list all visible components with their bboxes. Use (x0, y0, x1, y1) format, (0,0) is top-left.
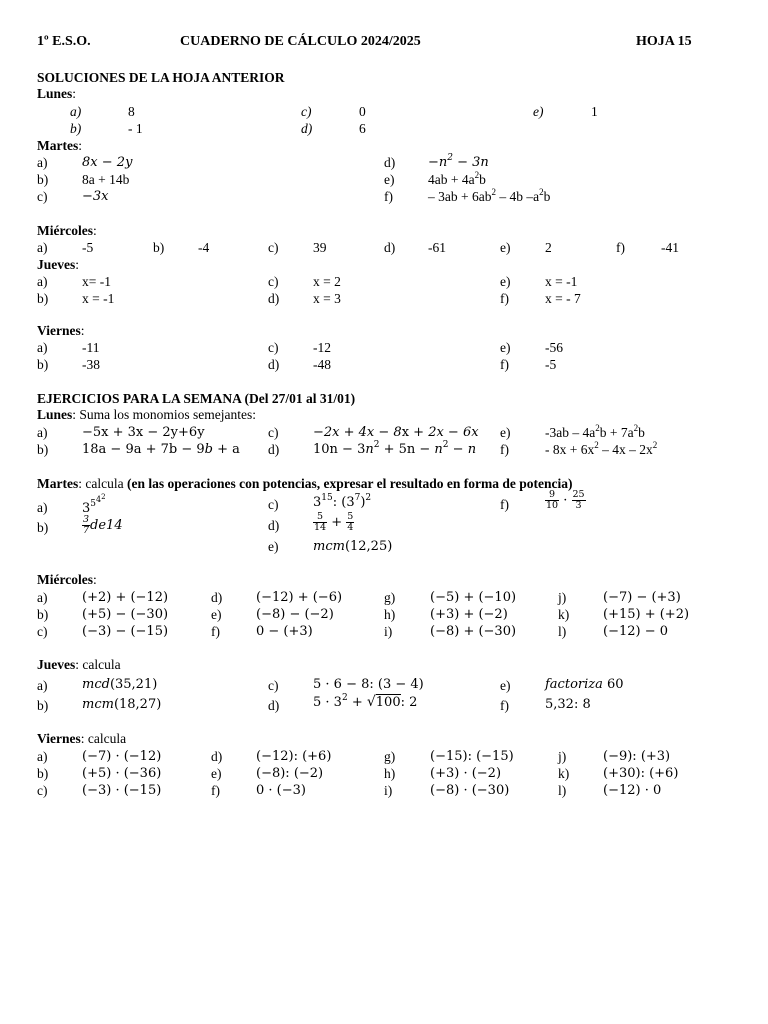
course-label: 1º E.S.O. (37, 34, 91, 49)
letter: a) (37, 590, 48, 605)
exercise: (−7) · (−12) (82, 749, 162, 764)
answer: $4ab + 4a^2b$ (428, 170, 486, 187)
answer: 39 (313, 240, 327, 255)
exercises-viernes-label: Viernes: calcula (37, 731, 127, 746)
letter: b) (37, 766, 49, 781)
answer: x= -1 (82, 274, 111, 289)
exercise: (+5) − (−30) (82, 607, 169, 622)
letter: f) (500, 291, 509, 306)
solutions-jueves-label: Jueves: (37, 257, 80, 272)
letter: d) (268, 698, 280, 713)
exercise: 18a − 9a + 7b − 9b + a (82, 442, 240, 457)
answer: -5 (545, 357, 557, 372)
letter: c) (268, 497, 279, 512)
answer: −3x (82, 189, 109, 204)
answer: 1 (591, 104, 598, 119)
letter: f) (211, 783, 220, 798)
exercise: (−3) − (−15) (82, 624, 169, 639)
exercise: 5,32: 8 (545, 697, 591, 712)
letter: c) (37, 189, 48, 204)
letter: e) (500, 425, 511, 440)
exercise: factoriza 60 (545, 677, 624, 692)
exercise: −2x + 4x − 8x + 2x − 6x (313, 425, 479, 440)
solutions-heading: SOLUCIONES DE LA HOJA ANTERIOR (37, 70, 285, 85)
exercises-lunes-label: Lunes: Suma los monomios semejantes: (37, 407, 257, 422)
answer: - 1 (128, 121, 143, 136)
answer: -48 (313, 357, 331, 372)
letter: f) (500, 497, 509, 512)
letter: c) (268, 274, 279, 289)
answer: 0 (359, 104, 366, 119)
letter: f) (500, 698, 509, 713)
letter: b) (37, 442, 49, 457)
exercise: (−8): (−2) (256, 766, 324, 781)
letter: f) (500, 442, 509, 457)
exercise: (−15): (−15) (430, 749, 514, 764)
letter: c) (268, 678, 279, 693)
letter: k) (558, 607, 570, 622)
answer: -41 (661, 240, 679, 255)
letter: f) (211, 624, 220, 639)
exercise: (−12) · 0 (603, 783, 662, 798)
letter: e) (500, 240, 511, 255)
exercise: $3^{15}$: $(3^7)^2$ (313, 493, 372, 510)
exercise: (−3) · (−15) (82, 783, 162, 798)
letter: a) (37, 500, 48, 515)
answer: x = - 7 (545, 291, 581, 306)
letter: d) (211, 590, 223, 605)
letter: a) (37, 340, 48, 355)
letter: l) (558, 783, 567, 798)
solutions-lunes-label: Lunes: (37, 86, 77, 101)
letter: b) (153, 240, 165, 255)
letter: a) (70, 104, 82, 119)
letter: j) (558, 749, 567, 764)
exercise: $\frac{3}{7}$ de14 (83, 514, 123, 536)
letter: d) (268, 357, 280, 372)
exercise: (+3) · (−2) (430, 766, 502, 781)
letter: j) (558, 590, 567, 605)
answer: x = -1 (82, 291, 115, 306)
letter: a) (37, 749, 48, 764)
letter: f) (500, 357, 509, 372)
exercise: 0 · (−3) (256, 783, 306, 798)
exercise: (−12) − 0 (603, 624, 669, 639)
letter: i) (384, 624, 393, 639)
letter: d) (384, 240, 396, 255)
letter: b) (37, 698, 49, 713)
exercise: 0 − (+3) (256, 624, 313, 639)
letter: b) (37, 357, 49, 372)
exercise: mcd(35,21) (82, 677, 158, 692)
exercise: mcm(12,25) (313, 539, 393, 554)
answer: -4 (198, 240, 210, 255)
solutions-viernes-label: Viernes: (37, 323, 85, 338)
letter: b) (70, 121, 82, 136)
exercise: (+30): (+6) (603, 766, 679, 781)
exercises-heading: EJERCICIOS PARA LA SEMANA (Del 27/01 al 31/01) (37, 391, 356, 406)
letter: f) (616, 240, 625, 255)
letter: b) (37, 172, 49, 187)
exercise: $5 \cdot 3^2 + √100$: 2 (313, 693, 418, 710)
answer: 8a + 14b (82, 172, 130, 187)
exercise: $\frac{5}{14}$ + $\frac{5}{4}$ (314, 511, 354, 533)
exercises-jueves-label: Jueves: calcula (37, 657, 121, 672)
letter: a) (37, 155, 48, 170)
exercise: (−5) + (−10) (430, 590, 517, 605)
exercise: - $8x + 6x^2 - 4x - 2x^2$ (545, 440, 658, 457)
answer: – $3ab + 6ab^2 - 4b$ $-a^2b$ (428, 187, 551, 204)
answer: x = 3 (313, 291, 341, 306)
exercise: (−12) + (−6) (256, 590, 343, 605)
letter: b) (37, 607, 49, 622)
letter: g) (384, 749, 396, 764)
answer: -12 (313, 340, 331, 355)
exercise: $3^{5^{4^2}}$ (82, 493, 106, 516)
answer: -56 (545, 340, 563, 355)
letter: c) (268, 240, 279, 255)
answer: -61 (428, 240, 446, 255)
exercise: (−7) − (+3) (603, 590, 681, 605)
exercise: mcm(18,27) (82, 697, 162, 712)
letter: f) (384, 189, 393, 204)
letter: e) (211, 766, 222, 781)
letter: e) (268, 539, 279, 554)
letter: a) (37, 678, 48, 693)
exercise: $-3ab - 4a^2b + 7a^2b$ (545, 423, 645, 440)
letter: e) (500, 678, 511, 693)
letter: d) (301, 121, 313, 136)
letter: h) (384, 607, 396, 622)
letter: h) (384, 766, 396, 781)
letter: e) (500, 340, 511, 355)
letter: d) (211, 749, 223, 764)
letter: d) (268, 442, 280, 457)
letter: a) (37, 274, 48, 289)
letter: d) (268, 291, 280, 306)
letter: g) (384, 590, 396, 605)
answer: 6 (359, 121, 366, 136)
answer: x = 2 (313, 274, 341, 289)
answer: x = -1 (545, 274, 578, 289)
exercise: $10n - 3n^2 + 5n - n^2 - n$ (313, 440, 477, 457)
exercise: (−8) + (−30) (430, 624, 517, 639)
exercise: 5 · 6 − 8: (3 − 4) (313, 677, 424, 692)
letter: c) (37, 783, 48, 798)
letter: e) (533, 104, 544, 119)
letter: e) (500, 274, 511, 289)
letter: d) (384, 155, 396, 170)
letter: b) (37, 291, 49, 306)
exercise: (+3) + (−2) (430, 607, 508, 622)
answer: 8x − 2y (82, 155, 133, 170)
letter: l) (558, 624, 567, 639)
exercise: (−9): (+3) (603, 749, 671, 764)
letter: e) (211, 607, 222, 622)
answer: 8 (128, 104, 135, 119)
solutions-miercoles-label: Miércoles: (37, 223, 97, 238)
solutions-martes-label: Martes: (37, 138, 82, 153)
exercise: (−8) − (−2) (256, 607, 334, 622)
exercise: (+15) + (+2) (603, 607, 690, 622)
letter: c) (268, 425, 279, 440)
letter: a) (37, 240, 48, 255)
exercise: (+2) + (−12) (82, 590, 169, 605)
letter: b) (37, 520, 49, 535)
exercise: $\frac{9}{10}$ · $\frac{25}{3}$ (546, 489, 585, 511)
page-title: CUADERNO DE CÁLCULO 2024/2025 (180, 34, 421, 49)
exercises-miercoles-label: Miércoles: (37, 572, 97, 587)
answer: -11 (82, 340, 100, 355)
sheet-number: HOJA 15 (636, 34, 692, 49)
letter: k) (558, 766, 570, 781)
answer: $-n^2 - 3n$ (428, 153, 489, 170)
letter: c) (37, 624, 48, 639)
answer: -38 (82, 357, 100, 372)
exercise: (−8) · (−30) (430, 783, 510, 798)
answer: 2 (545, 240, 552, 255)
exercise: −5x + 3x − 2y+6y (82, 425, 205, 440)
letter: c) (301, 104, 312, 119)
exercise: (−12): (+6) (256, 749, 332, 764)
letter: c) (268, 340, 279, 355)
letter: i) (384, 783, 393, 798)
answer: -5 (82, 240, 94, 255)
exercises-martes-label: Martes: calcula (en las operaciones con potencias, expresar el resultado en forma de potencia) (37, 476, 573, 491)
letter: e) (384, 172, 395, 187)
letter: a) (37, 425, 48, 440)
exercise: (+5) · (−36) (82, 766, 162, 781)
letter: d) (268, 518, 280, 533)
